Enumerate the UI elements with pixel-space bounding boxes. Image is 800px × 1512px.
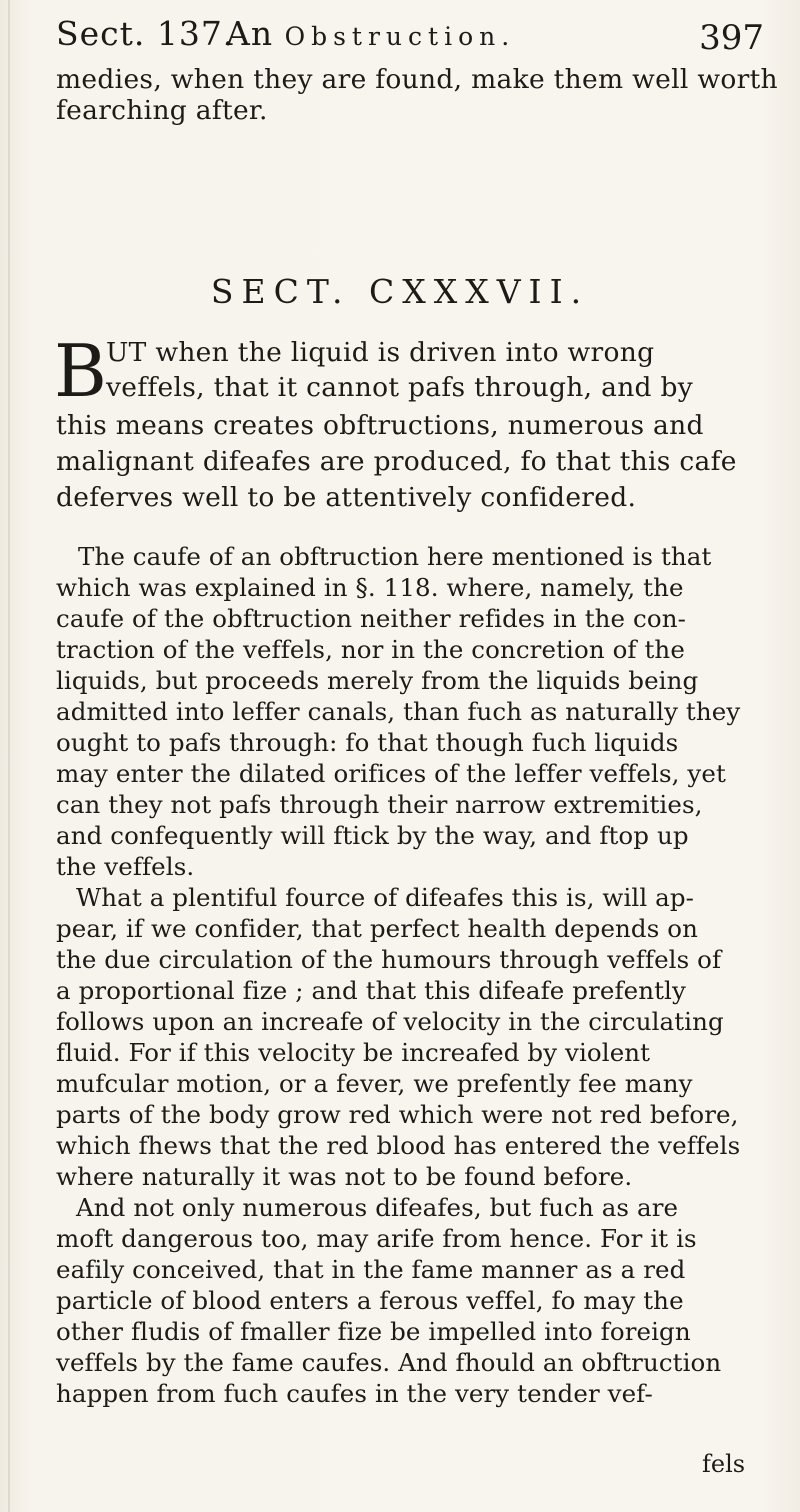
commentary-line: And not only numerous difeafes, but fuch as are [76,1193,679,1222]
commentary-line: the due circulation of the humours through veffels of [56,945,722,974]
aphorism-line: UT when the liquid is driven into wrong [106,337,655,368]
commentary-line: ought to pafs through: fo that though fuch liquids [56,728,679,757]
commentary-line: can they not pafs through their narrow extremities, [56,790,703,819]
commentary-line: mufcular motion, or a fever, we prefently fee many [56,1069,693,1098]
running-head-title [226,14,515,53]
commentary-line: admitted into leffer canals, than fuch as naturally they [56,697,741,726]
intro-line: medies, when they are found, make them well worth [56,64,778,95]
commentary-line: happen from fuch caufes in the very tender vef- [56,1379,653,1408]
aphorism-line: malignant difeafes are produced, fo that this cafe [56,446,737,477]
catchword: fels [702,1450,746,1478]
drop-cap: B [54,329,107,413]
aphorism-line: this means creates obftructions, numerous and [56,410,704,441]
running-head-title-rest: Obstruction. [284,22,516,51]
section-heading: SECT. CXXXVII. [210,272,590,311]
running-head-section: Sect. 137. [56,14,235,53]
commentary-line: which was explained in §. 118. where, namely, the [56,573,684,602]
running-head-title-initial: An [226,14,274,53]
commentary-line: liquids, but proceeds merely from the liquids being [56,666,699,695]
commentary-line: may enter the dilated orifices of the leffer veffels, yet [56,759,726,788]
commentary-line: caufe of the obftruction neither refides in the con- [56,604,686,633]
commentary-line: and confequently will ftick by the way, and ftop up [56,821,689,850]
gutter-shadow [8,0,10,1512]
commentary-line: a proportional fize ; and that this difeafe prefently [56,976,686,1005]
aphorism-line: veffels, that it cannot pafs through, and by [106,372,694,403]
commentary-line: pear, if we confider, that perfect health depends on [56,914,698,943]
commentary-line: particle of blood enters a ferous veffel, fo may the [56,1286,684,1315]
aphorism-line: deferves well to be attentively confidered. [56,482,637,513]
commentary-line: the veffels. [56,852,195,881]
running-head [56,14,764,62]
commentary-line: follows upon an increafe of velocity in the circulating [56,1007,724,1036]
commentary-line: which fhews that the red blood has entered the veffels [56,1131,741,1160]
commentary-line: other fludis of fmaller fize be impelled into foreign [56,1317,691,1346]
page-number: 397 [699,18,764,58]
commentary-line: veffels by the fame caufes. And fhould an obftruction [56,1348,722,1377]
commentary-line: What a plentiful fource of difeafes this is, will ap- [76,883,695,912]
commentary-line: parts of the body grow red which were not red before, [56,1100,739,1129]
commentary-line: where naturally it was not to be found before. [56,1162,633,1191]
commentary-line: fluid. For if this velocity be increafed by violent [56,1038,651,1067]
commentary-line: eafily conceived, that in the fame manner as a red [56,1255,686,1284]
intro-line: fearching after. [56,95,268,126]
commentary-line: traction of the veffels, nor in the concretion of the [56,635,685,664]
commentary-line: The caufe of an obftruction here mentioned is that [78,542,712,571]
commentary-line: moft dangerous too, may arife from hence. For it is [56,1224,697,1253]
